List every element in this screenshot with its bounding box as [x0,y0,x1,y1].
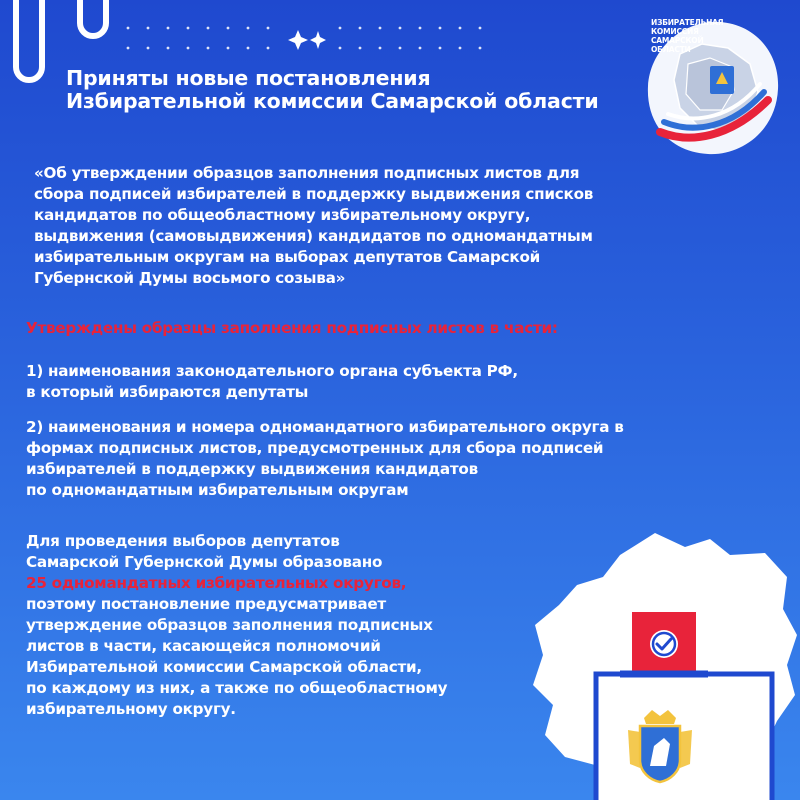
text-line: 2) наименования и номера одномандатного избирательного округа в [26,418,624,436]
checkmark-icon [650,630,678,658]
text-line: «Об утверждении образцов заполнения подписных листов для [34,164,580,182]
text-line: Избирательной комиссии Самарской области, [26,658,422,676]
text-line: избирателей в поддержку выдвижения кандидатов [26,460,478,478]
approved-subheading: Утверждены образцы заполнения подписных листов в части: [26,319,558,337]
text-line: поэтому постановление предусматривает [26,595,386,613]
sparkle-icon [288,30,326,50]
text-line: выдвижения (самовыдвижения) кандидатов по одномандатным [34,227,593,245]
text-line: Самарской Губернской Думы образовано [26,553,383,571]
list-item [26,361,518,403]
text-line: по каждому из них, а также по общеобластному [26,679,448,697]
text-line: по одномандатным избирательным округам [26,481,409,499]
districts-paragraph [26,531,447,720]
logo-text [651,18,723,54]
text-line: Для проведения выборов депутатов [26,532,340,550]
text-line: в который избираются депутаты [26,383,309,401]
text-line: 1) наименования законодательного органа субъекта РФ, [26,362,518,380]
title-line: Приняты новые постановления [66,66,431,90]
text-line: формах подписных листов, предусмотренных для сбора подписей [26,439,604,457]
page-title [66,67,599,113]
text-line: кандидатов по общеобластному избирательному округу, [34,206,531,224]
list-item [26,417,791,501]
text-line: избирательному округу. [26,700,236,718]
text-line: избирательным округам на выборах депутатов Самарской [34,248,541,266]
text-line: сбора подписей избирателей в поддержку выдвижения списков [34,185,594,203]
text-line: Губернской Думы восьмого созыва» [34,269,346,287]
text-line: утверждение образцов заполнения подписных [26,616,433,634]
ballot-box-icon [590,600,775,800]
logo-text-line: КОМИССИЯ [651,27,699,36]
title-line: Избирательной комиссии Самарской области [66,89,599,113]
logo-text-line: ОБЛАСТИ [651,45,691,54]
districts-count-highlight: 25 одномандатных избирательных округов, [26,574,407,592]
logo-text-line: ИЗБИРАТЕЛЬНАЯ [651,18,724,27]
resolution-title [34,163,754,289]
text-line: листов в части, касающейся полномочий [26,637,381,655]
logo-text-line: САМАРСКОЙ [651,36,704,45]
